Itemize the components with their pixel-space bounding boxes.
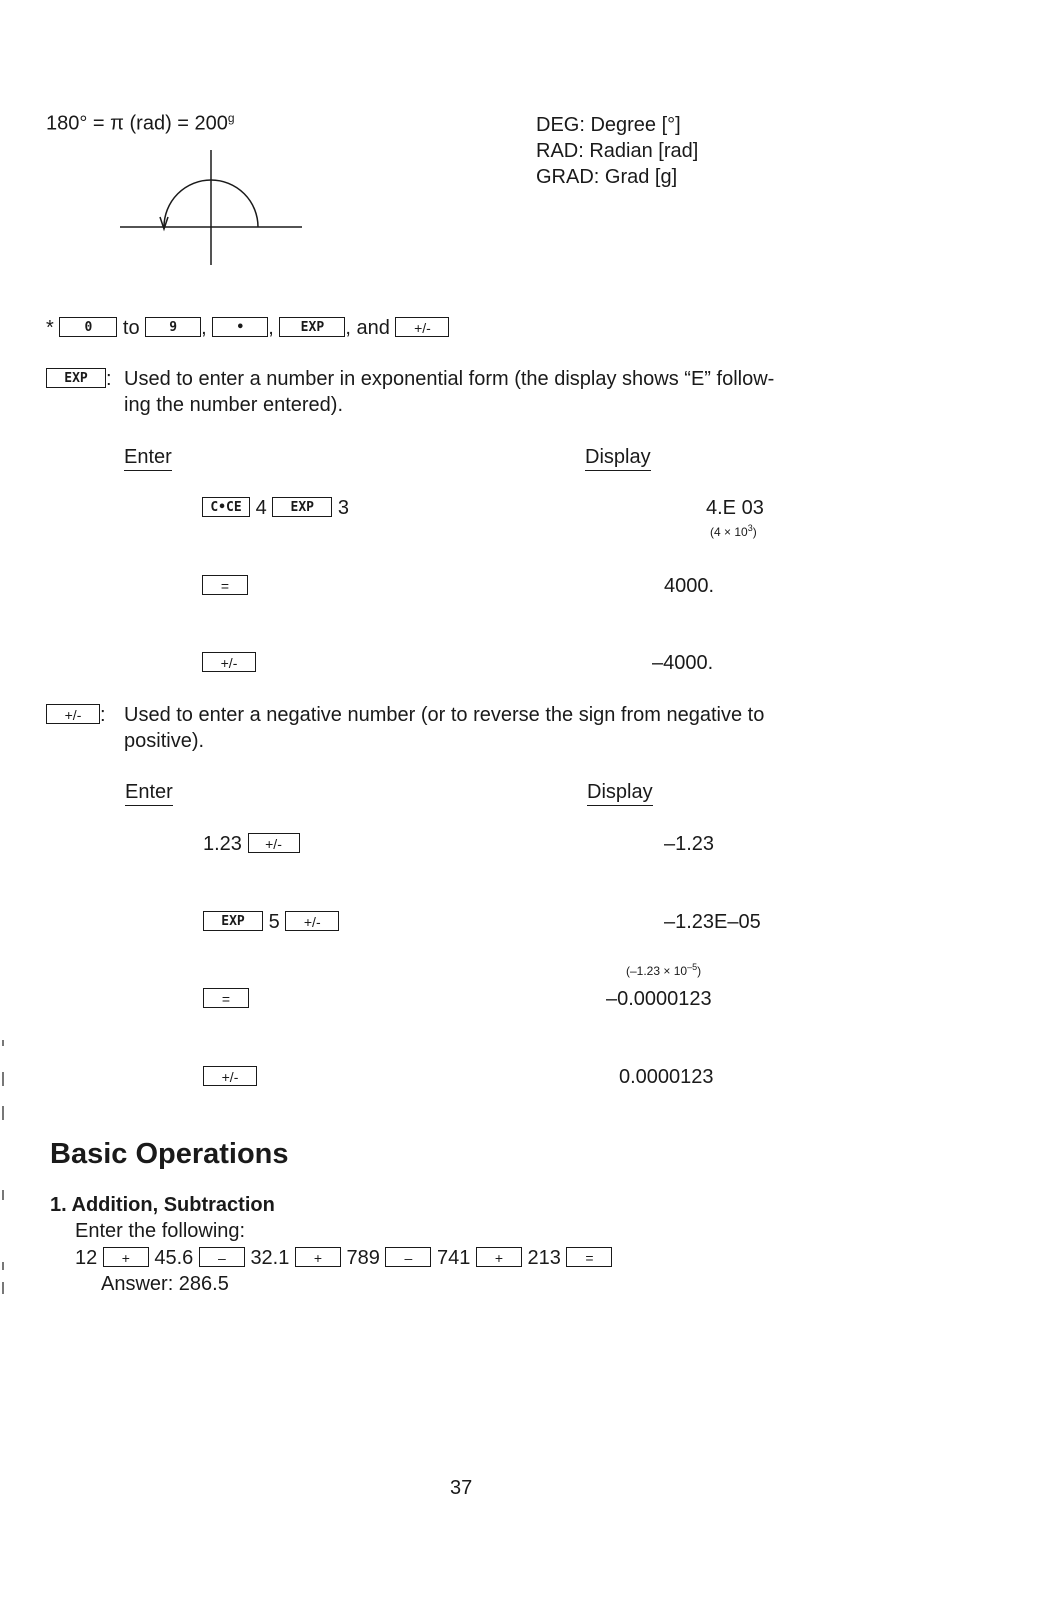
key-equals-icon: = <box>202 575 248 595</box>
key-minus-icon: – <box>385 1247 431 1267</box>
unit-grad: GRAD: Grad [g] <box>536 166 678 188</box>
exp-row-2-entry <box>202 576 248 597</box>
sign-description: Used to enter a negative number (or to reverse the sign from negative to positive). <box>124 704 765 752</box>
key-exp-icon: EXP <box>272 497 332 517</box>
exp-row-1-entry: C•CE 4 EXP 3 <box>202 498 349 519</box>
key-sign-icon: +/- <box>285 911 339 931</box>
exp-description: Used to enter a number in exponential form (the display shows “E” follow- ing the number entered). <box>124 368 775 416</box>
key-exp-icon: EXP <box>203 911 263 931</box>
key-sign-icon: +/- <box>203 1066 257 1086</box>
scan-mark <box>2 1262 4 1270</box>
key-exp-icon: EXP <box>279 317 345 337</box>
key-sign-icon: +/- <box>46 704 100 724</box>
key-sign-icon: +/- <box>395 317 449 337</box>
scan-mark <box>2 1072 4 1086</box>
key-clear-icon: C•CE <box>202 497 250 517</box>
sign-row-2-display: –1.23E–05 <box>664 911 761 933</box>
sign-row-1-display: –1.23 <box>664 833 715 855</box>
exp-key-label: EXP : <box>46 369 112 390</box>
key-decimal-icon: • <box>212 317 268 337</box>
keys-line: * 0 to 9 , • , EXP , and +/- <box>46 318 449 339</box>
display-header: Display <box>585 447 651 471</box>
key-sequence: 12 + 45.6 – 32.1 + 789 – 741 + 213 = <box>75 1248 612 1269</box>
sign-key-label: +/- : <box>46 705 106 726</box>
key-9-icon: 9 <box>145 317 201 337</box>
answer-text: Answer: 286.5 <box>101 1273 229 1295</box>
key-equals-icon: = <box>203 988 249 1008</box>
enter-header: Enter <box>125 782 173 806</box>
unit-deg: DEG: Degree [°] <box>536 114 681 136</box>
exp-row-3-entry <box>202 653 256 674</box>
display-header: Display <box>587 782 653 806</box>
key-plus-icon: + <box>476 1247 522 1267</box>
exp-row-1-note: $(4 \times 10^3)$ <box>710 523 757 539</box>
unit-definitions <box>536 112 698 190</box>
sign-row-2-note: $(-1.23 \times 10^{-5})$ <box>626 962 702 978</box>
key-exp-icon: EXP <box>46 368 106 388</box>
key-sign-icon: +/- <box>248 833 300 853</box>
sign-row-4-entry <box>203 1067 257 1088</box>
scan-mark <box>2 1282 4 1294</box>
page-number: 37 <box>450 1477 473 1499</box>
key-equals-icon: = <box>566 1247 612 1267</box>
unit-rad: RAD: Radian [rad] <box>536 140 699 162</box>
instruction-text: Enter the following: <box>75 1220 246 1242</box>
sign-row-2-entry: EXP 5 +/- <box>203 912 339 933</box>
scan-mark <box>2 1190 4 1200</box>
key-plus-icon: + <box>295 1247 341 1267</box>
exp-row-1-display: 4.E 03 <box>706 497 764 519</box>
exp-row-3-display: –4000. <box>652 652 714 674</box>
sign-row-3-entry <box>203 989 249 1010</box>
exp-row-2-display: 4000. <box>664 575 715 597</box>
key-minus-icon: – <box>199 1247 245 1267</box>
key-sign-icon: +/- <box>202 652 256 672</box>
sign-row-1-entry: 1.23 +/- <box>203 834 300 855</box>
enter-header: Enter <box>124 447 172 471</box>
sign-row-3-display: –0.0000123 <box>606 988 712 1010</box>
key-0-icon: 0 <box>59 317 117 337</box>
angle-equation: 180° = π $(rad) = 200^g$ <box>46 111 235 135</box>
scan-mark <box>2 1040 4 1046</box>
sign-row-4-display: 0.0000123 <box>619 1066 714 1088</box>
scan-mark <box>2 1106 4 1120</box>
key-plus-icon: + <box>103 1247 149 1267</box>
subsection-heading: 1. Addition, Subtraction <box>50 1194 275 1216</box>
angle-diagram <box>110 145 310 270</box>
section-heading: Basic Operations <box>50 1138 289 1170</box>
